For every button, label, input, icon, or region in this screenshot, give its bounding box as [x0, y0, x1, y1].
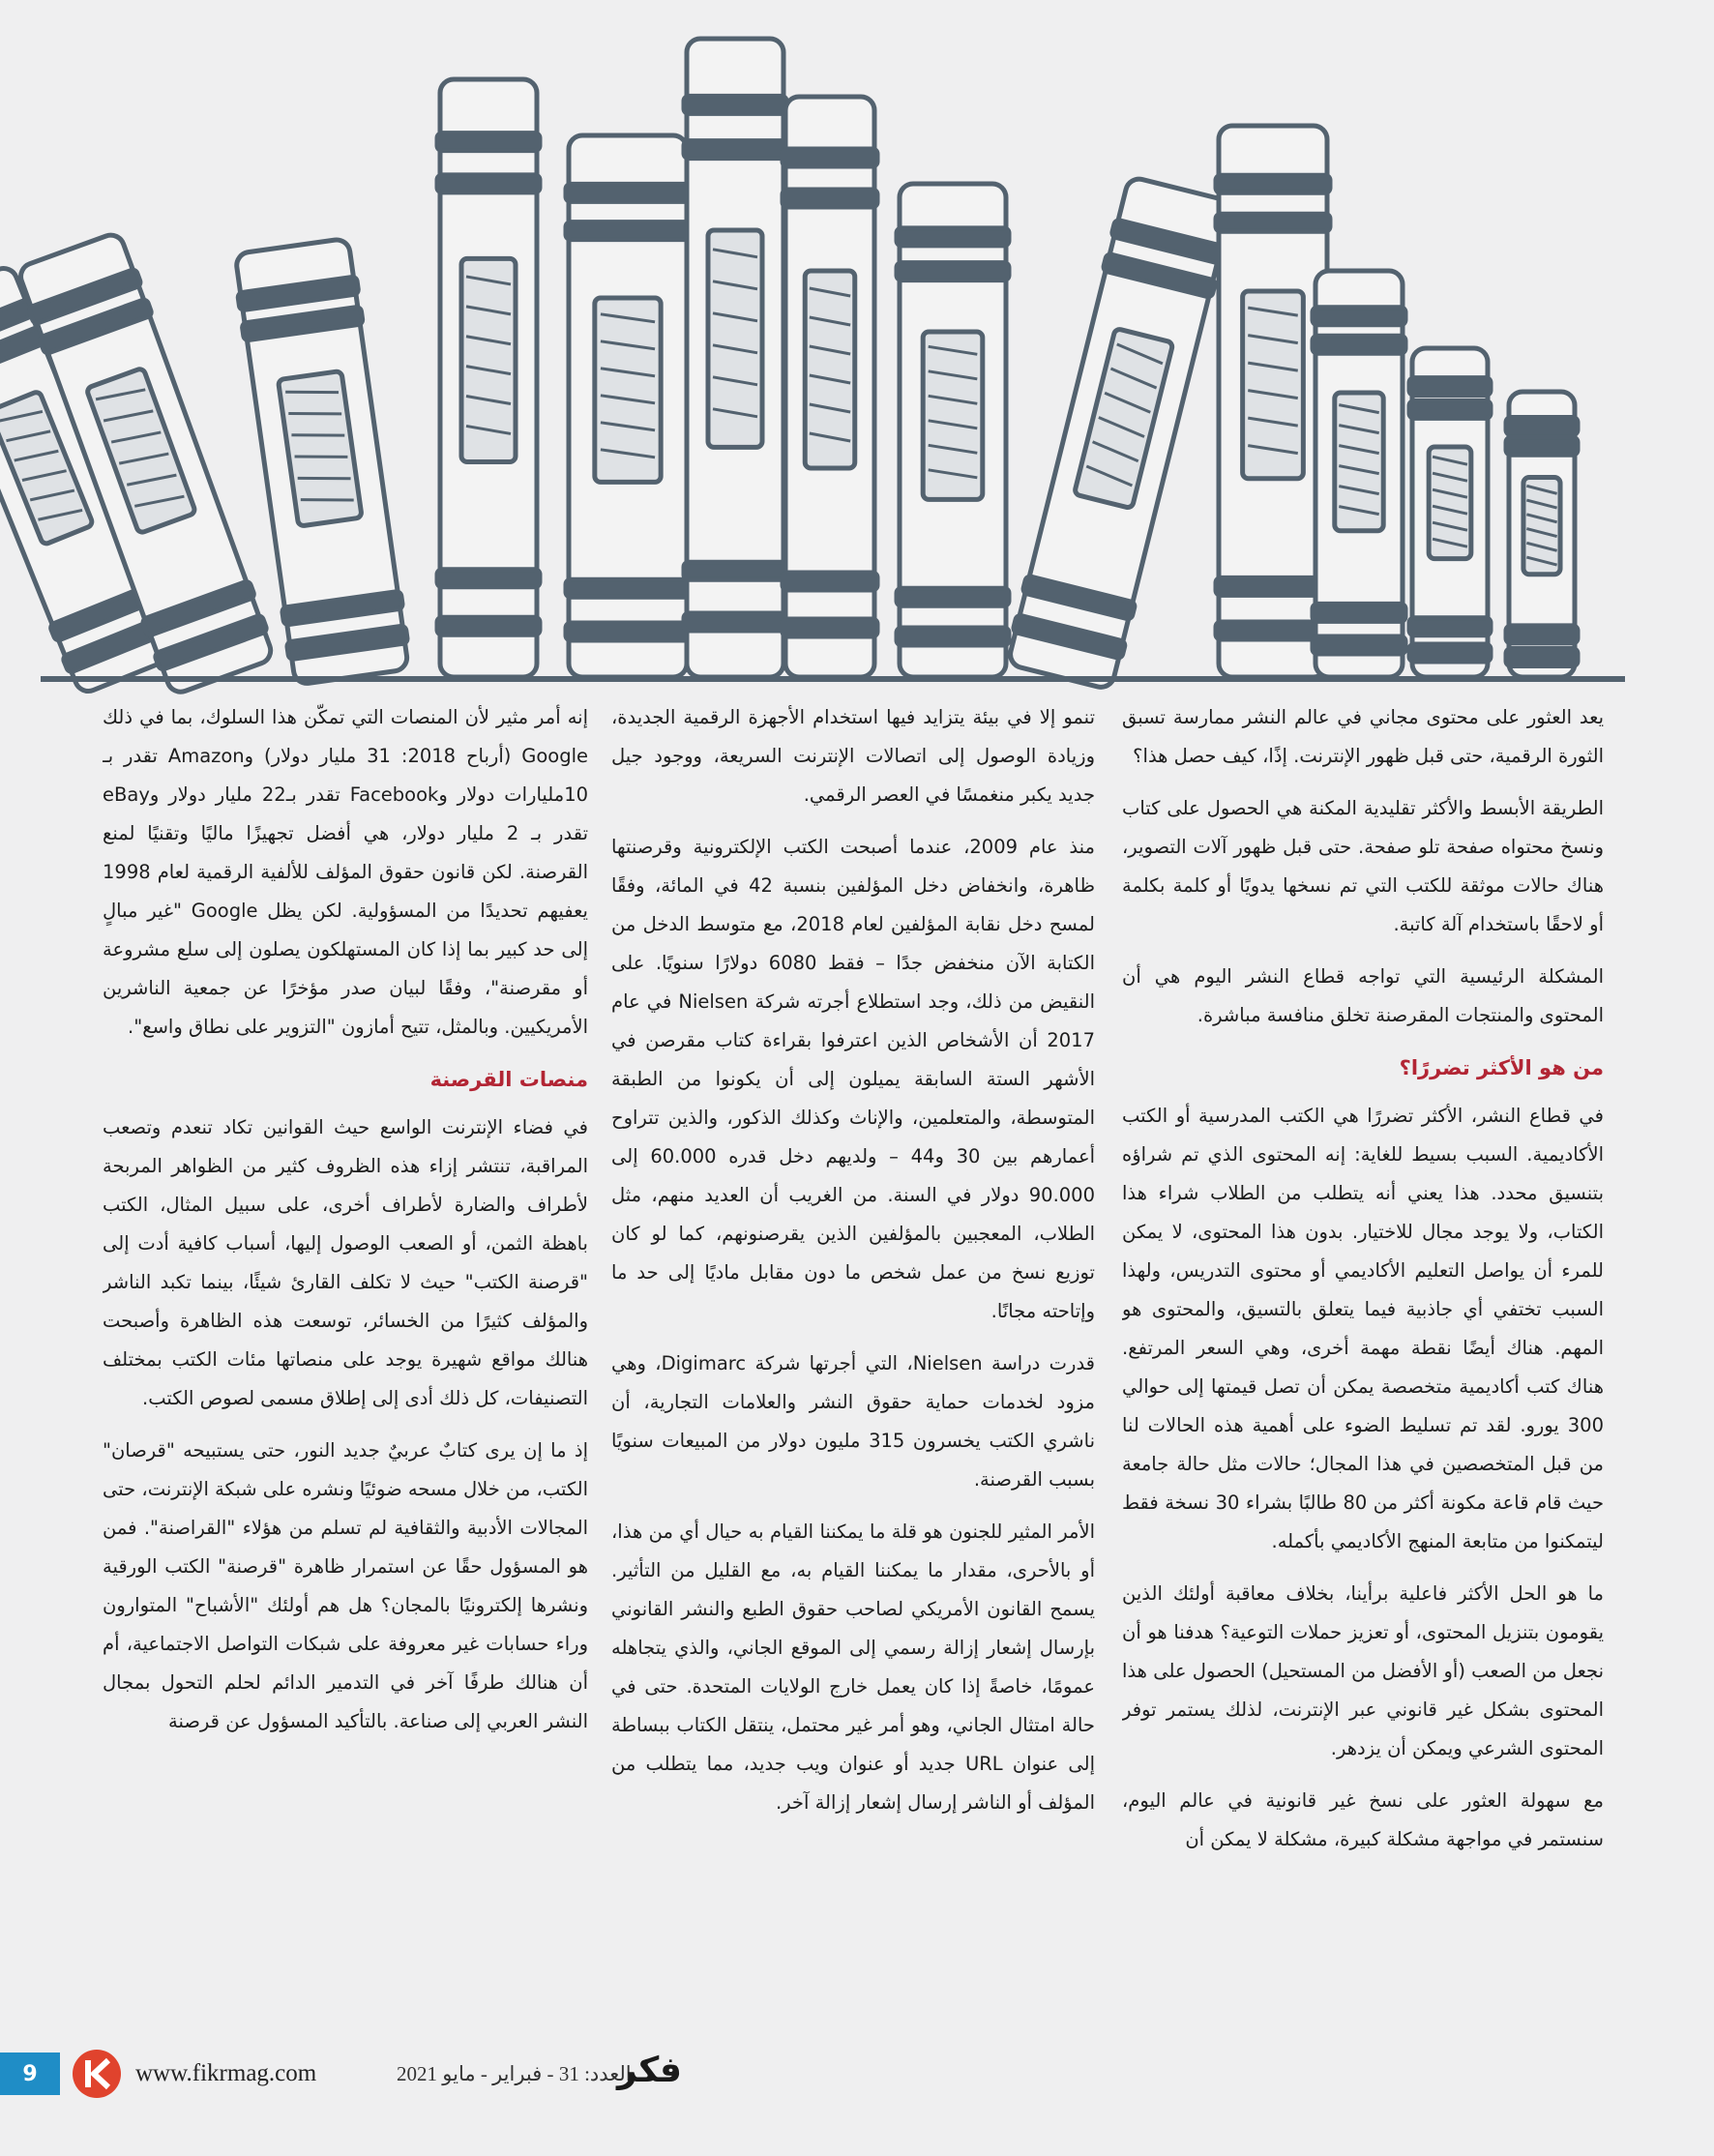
paragraph: منذ عام 2009، عندما أصبحت الكتب الإلكترونية وقرصنتها ظاهرة، وانخفاض دخل المؤلفين بنسبة 42 في المائة، وفقًا لمسح دخل نقابة المؤلفين لعام 2018، مع متوسط الدخل من الكتابة الآن منخفض جدًا – فقط 6080 دولارًا سنويًا. على النقيض من ذلك، وجد استطلاع أجرته شركة Nielsen في عام 2017 أن الأشخاص الذين اعترفوا بقراءة كتاب مقرصن في الأشهر الستة السابقة يميلون إلى أن يكونوا من الطبقة المتوسطة، والمتعلمين، والإناث وكذلك الذكور، والذين تتراوح أعمارهم بين 30 و44 – ولديهم دخل قدره 60.000 إلى 90.000 دولار في السنة. من الغريب أن العديد منهم، مثل الطلاب، المعجبين بالمؤلفين الذين يقرصنونهم، كما لو كان توزيع نسخ من عمل شخص ما دون مقابل ماديًا إلى حد ما وإتاحته مجانًا.	[611, 836, 1095, 1322]
paragraph: المشكلة الرئيسية التي تواجه قطاع النشر اليوم هي أن المحتوى والمنتجات المقرصنة تخلق منافسة مباشرة.	[1122, 965, 1604, 1026]
column-middle	[611, 698, 1095, 2033]
section-heading-most-affected: من هو الأكثر تضررًا؟	[1399, 1056, 1604, 1079]
column-left	[103, 698, 588, 2033]
issue-info: العدد: 31 - فبراير - مايو 2021	[397, 2062, 632, 2085]
paragraph: مع سهولة العثور على نسخ غير قانونية في عالم اليوم، سنستمر في مواجهة مشكلة كبيرة، مشكلة لا يمكن أن	[1122, 1789, 1604, 1850]
paragraph: في فضاء الإنترنت الواسع حيث القوانين تكاد تنعدم وتصعب المراقبة، تنتشر إزاء هذه الظروف كثير من الظواهر المربحة لأطراف والضارة لأطراف أخرى، على سبيل المثال، الكتب باهظة الثمن، أو الصعب الوصول إليها، أسباب كافية أدت إلى "قرصنة الكتب" حيث لا تكلف القارئ شيئًا، بينما تكبد الناشر والمؤلف كثيرًا من الخسائر، توسعت هذه الظاهرة وأصبحت هنالك مواقع شهيرة يوجد على منصاتها مئات الكتب بمختلف التصنيفات، كل ذلك أدى إلى إطلاق مسمى لصوص الكتب.	[103, 1116, 588, 1409]
paragraph: إنه أمر مثير لأن المنصات التي تمكّن هذا السلوك، بما في ذلك Google (أرباح 2018: 31 مليار دولار) وAmazon تقدر بـ 10مليارات دولار وFacebook تقدر بـ22 مليار دولار وeBay تقدر بـ 2 مليار دولار، هي أفضل تجهيزًا ماليًا وتقنيًا لمنع القرصنة. لكن قانون حقوق المؤلف للألفية الرقمية لعام 1998 يعفيهم تحديدًا من المسؤولية. لكن يظل Google "غير مبالٍ إلى حد كبير بما إذا كان المستهلكون يصلون إلى سلع مشروعة أو مقرصنة"، وفقًا لبيان صدر مؤخرًا عن جمعية الناشرين الأمريكيين. وبالمثل، تتيح أمازون "التزوير على نطاق واسع".	[103, 706, 588, 1038]
paragraph: الأمر المثير للجنون هو قلة ما يمكننا القيام به حيال أي من هذا، أو بالأحرى، مقدار ما يمكننا القيام به، مع القليل من التأثير. يسمح القانون الأمريكي لصاحب حقوق الطبع والنشر القانوني بإرسال إشعار إزالة رسمي إلى الموقع الجاني، والذي يتجاهله عمومًا، خاصةً إذا كان يعمل خارج الولايات المتحدة. حتى في حالة امتثال الجاني، وهو أمر غير محتمل، ينتقل الكتاب ببساطة إلى عنوان URL جديد أو عنوان ويب جديد، مما يتطلب من المؤلف أو الناشر إرسال إشعار إزالة آخر.	[611, 1521, 1095, 1814]
fikr-logo-icon	[72, 2049, 122, 2099]
books-illustration	[0, 0, 1714, 696]
magazine-logo: فكر	[617, 2051, 682, 2090]
paragraph: الطريقة الأبسط والأكثر تقليدية المكنة هي الحصول على كتاب ونسخ محتواه صفحة تلو صفحة. حتى قبل ظهور آلات التصوير، هناك حالات موثقة للكتب التي تم نسخها يدويًا أو كلمة بكلمة أو لاحقًا باستخدام آلة كاتبة.	[1122, 797, 1604, 935]
paragraph: إذ ما إن يرى كتابٌ عربيٌ جديد النور، حتى يستبيحه "قرصان" الكتب، من خلال مسحه ضوئيًا ونشره على شبكة الإنترنت، حتى المجالات الأدبية والثقافية لم تسلم من هؤلاء "القراصنة". فمن هو المسؤول حقًا عن استمرار ظاهرة "قرصنة" الكتب الورقية ونشرها إلكترونيًا بالمجان؟ هل هم أولئك "الأشباح" المتوارون وراء حسابات غير معروفة على شبكات التواصل الاجتماعية، أم أن هنالك طرفًا آخر في التدمير الدائم لحلم التحول بمجال النشر العربي إلى صناعة. بالتأكيد المسؤول عن قرصنة	[103, 1439, 588, 1732]
column-right	[1122, 698, 1604, 2033]
paragraph: ما هو الحل الأكثر فاعلية برأينا، بخلاف معاقبة أولئك الذين يقومون بتنزيل المحتوى، أو تعزيز حملات التوعية؟ هدفنا هو أن نجعل من الصعب (أو الأفضل من المستحيل) الحصول على هذا المحتوى بشكل غير قانوني عبر الإنترنت، لذلك يستمر توفر المحتوى الشرعي ويمكن أن يزدهر.	[1122, 1582, 1604, 1759]
page-number: 9	[0, 2053, 60, 2095]
paragraph: تنمو إلا في بيئة يتزايد فيها استخدام الأجهزة الرقمية الجديدة، وزيادة الوصول إلى اتصالات الإنترنت السريعة، ووجود جيل جديد يكبر منغمسًا في العصر الرقمي.	[611, 706, 1095, 806]
paragraph: قدرت دراسة Nielsen، التي أجرتها شركة Digimarc، وهي مزود لخدمات حماية حقوق النشر والعلامات التجارية، أن ناشري الكتب يخسرون 315 مليون دولار من المبيعات سنويًا بسبب القرصنة.	[611, 1352, 1095, 1491]
website-link[interactable]: www.fikrmag.com	[135, 2060, 317, 2086]
paragraph: يعد العثور على محتوى مجاني في عالم النشر ممارسة تسبق الثورة الرقمية، حتى قبل ظهور الإنترنت. إذًا، كيف حصل هذا؟	[1122, 706, 1604, 767]
paragraph: في قطاع النشر، الأكثر تضررًا هي الكتب المدرسية أو الكتب الأكاديمية. السبب بسيط للغاية: إنه المحتوى الذي تم شراؤه بتنسيق محدد. هذا يعني أنه يتطلب من الطلاب شراء هذا الكتاب، ولا يوجد مجال للاختيار. بدون هذا المحتوى، لا يمكن للمرء أن يواصل التعليم الأكاديمي أو محتوى التدريس، ولهذا السبب تختفي أي جاذبية فيما يتعلق بالتسيق، والمحتوى هو المهم. هناك أيضًا نقطة مهمة أخرى، وهي السعر المرتفع. هناك كتب أكاديمية متخصصة يمكن أن تصل قيمتها إلى حوالي 300 يورو. لقد تم تسليط الضوء على أهمية هذه الحالات لنا من قبل المتخصصين في هذا المجال؛ حالات مثل حالة جامعة حيث قام قاعة مكونة أكثر من 80 طالبًا بشراء 30 نسخة فقط ليتمكنوا من متابعة المنهج الأكاديمي بأكمله.	[1122, 1105, 1604, 1552]
section-heading-piracy-platforms: منصات القرصنة	[429, 1068, 588, 1091]
page-footer	[0, 2041, 1714, 2118]
